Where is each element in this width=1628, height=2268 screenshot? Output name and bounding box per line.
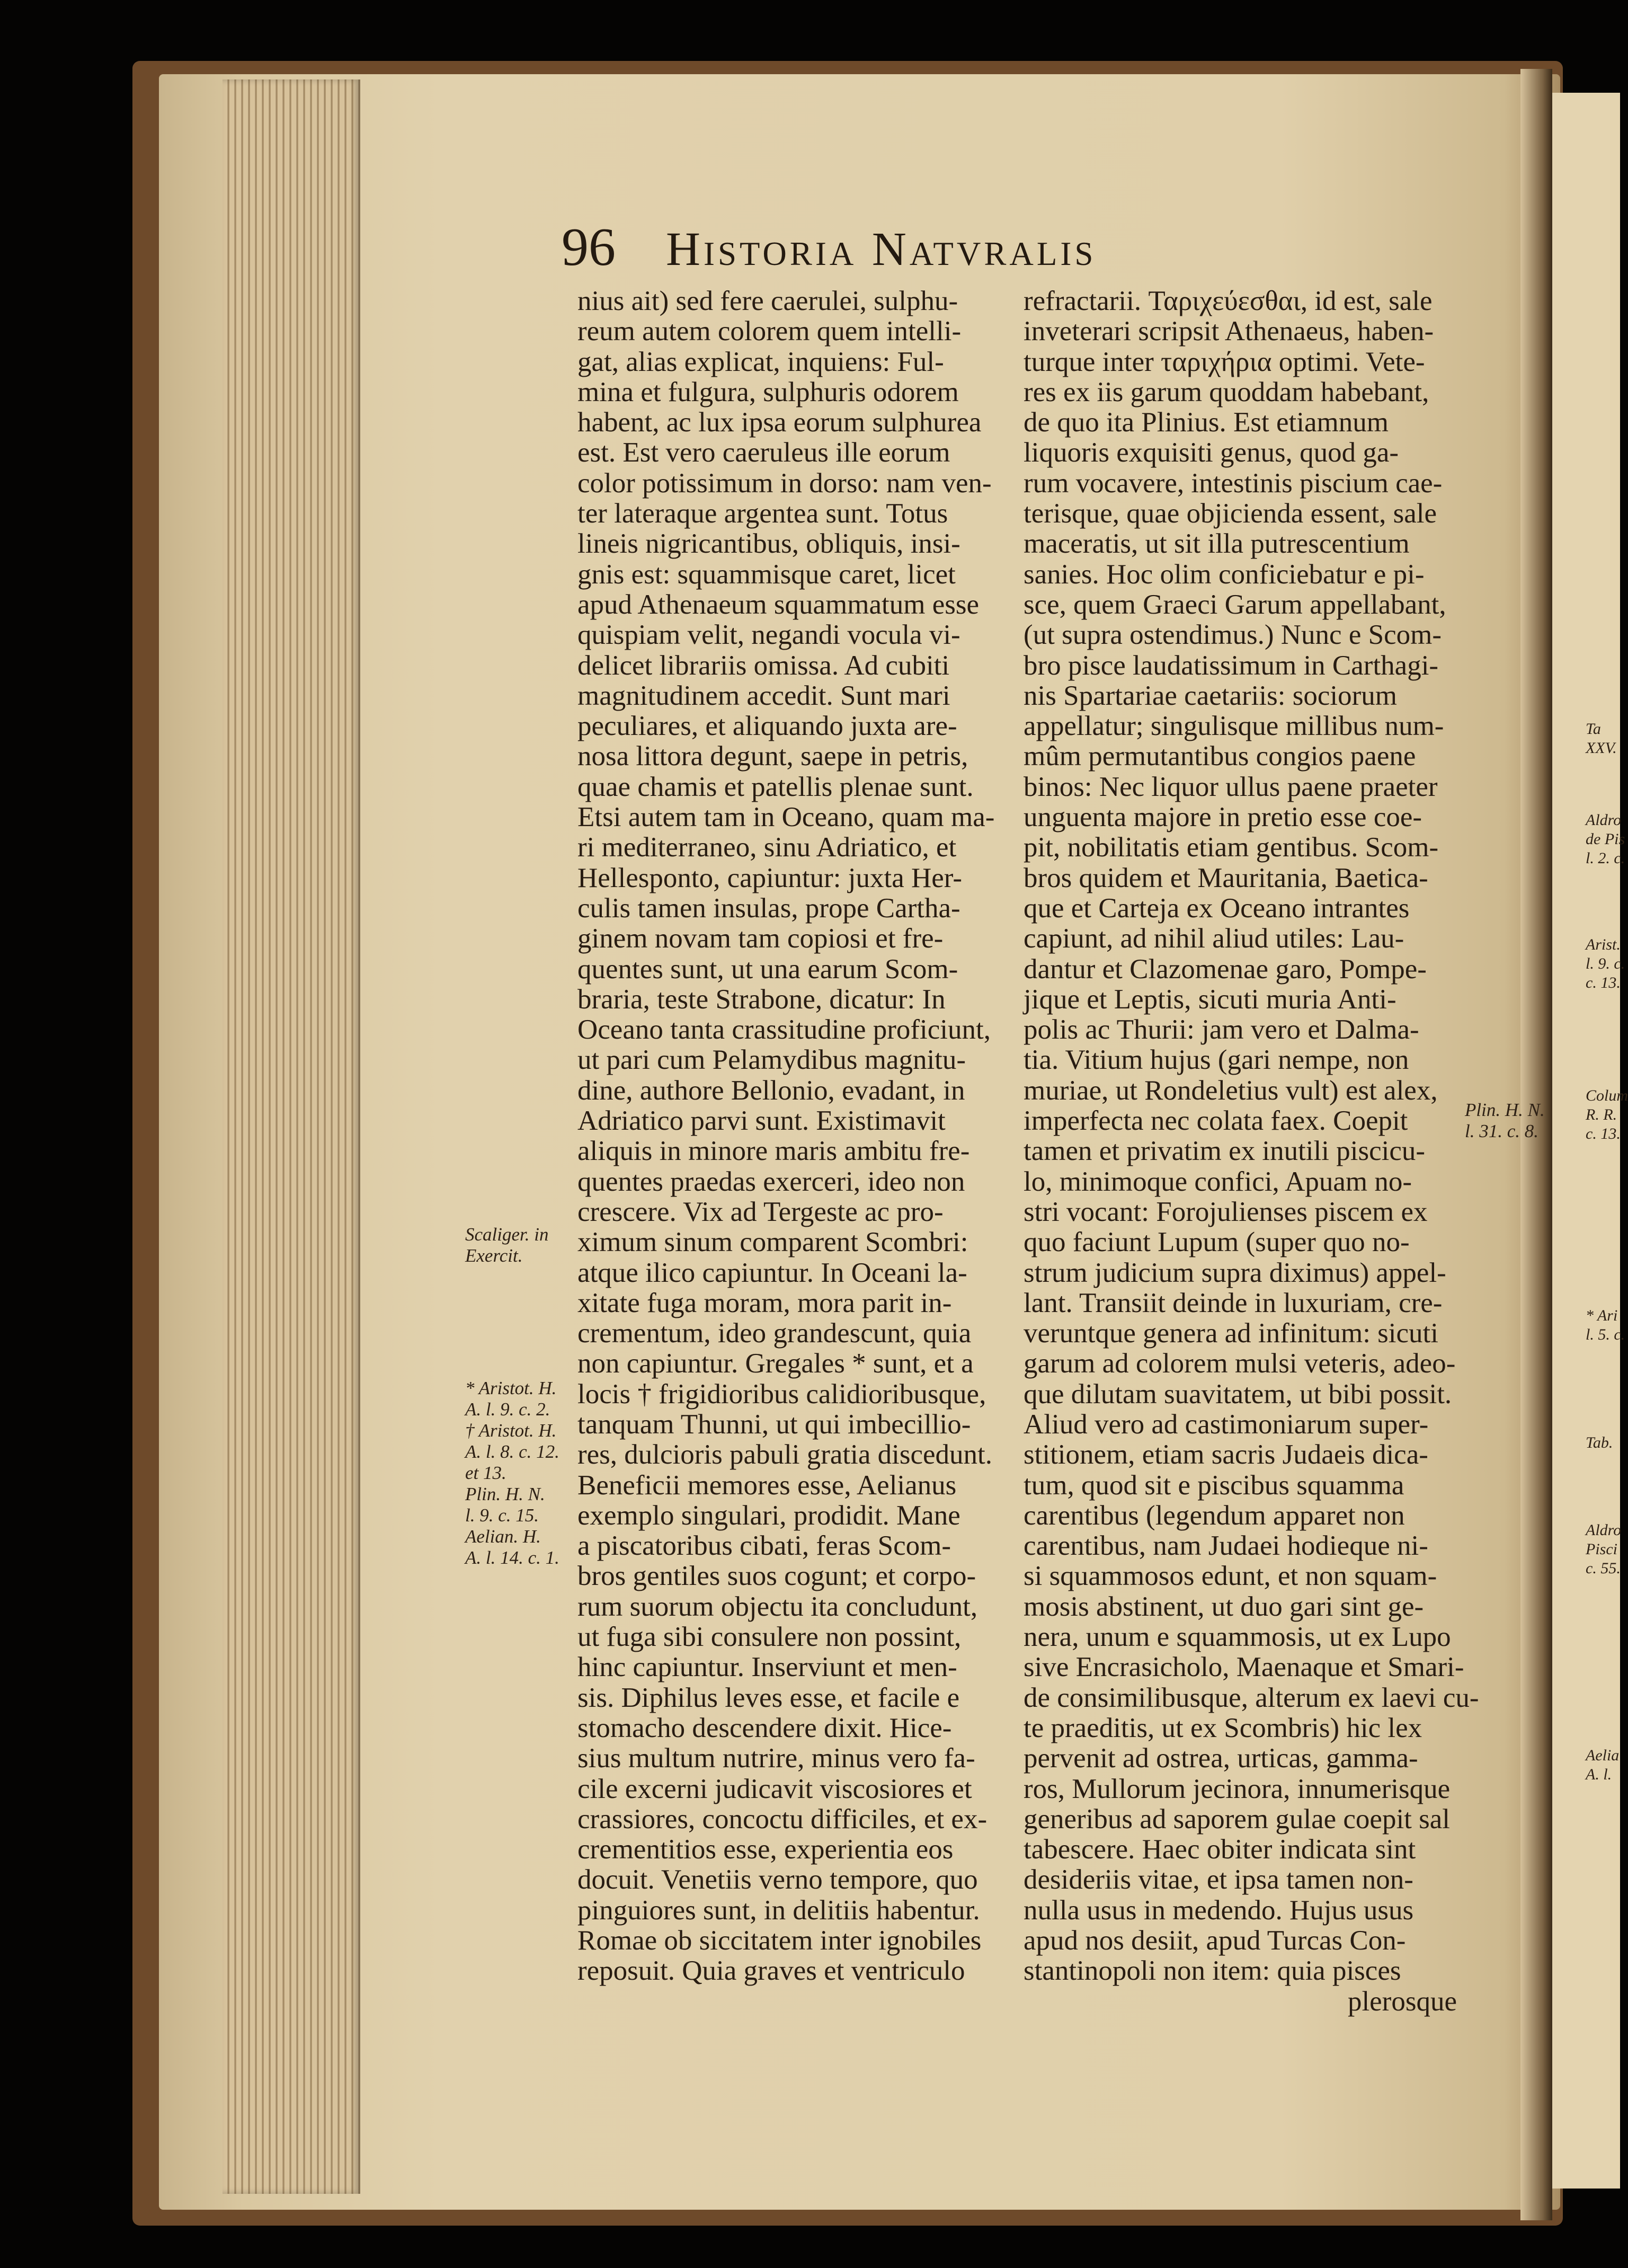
text-line: rum vocavere, intestinis piscium cae- — [1024, 467, 1443, 499]
text-line: dantur et Clazomenae garo, Pompe- — [1024, 953, 1427, 985]
text-line: generibus ad saporem gulae coepit sal — [1024, 1803, 1451, 1835]
text-line: nulla usus in medendo. Hujus usus — [1024, 1894, 1414, 1926]
text-line: que et Carteja ex Oceano intrantes — [1024, 892, 1410, 924]
page-header — [562, 216, 1096, 280]
facing-page-note — [1586, 935, 1625, 993]
text-line: Aliud vero ad castimoniarum super- — [1024, 1408, 1429, 1440]
text-line: ter lateraque argentea sunt. Totus — [577, 498, 948, 529]
text-line: quentes sunt, ut una earum Scom- — [577, 953, 958, 985]
text-line: reum autem colorem quem intelli- — [577, 316, 962, 347]
text-line: nera, unum e squammosis, ut ex Lupo — [1024, 1622, 1451, 1653]
text-line: crescere. Vix ad Tergeste ac pro- — [577, 1196, 944, 1227]
text-line: bros quidem et Mauritania, Baetica- — [1024, 862, 1428, 893]
margin-note-line: A. l. 8. c. 12. — [465, 1441, 559, 1462]
text-line: ginem novam tam copiosi et fre- — [577, 923, 944, 954]
text-line: turque inter ταριχήρια optimi. Vete- — [1024, 346, 1425, 377]
text-line: si squammosos edunt, et non squam- — [1024, 1561, 1437, 1592]
margin-note-line: Plin. H. N. — [1465, 1100, 1545, 1120]
text-line: Adriatico parvi sunt. Existimavit — [577, 1105, 946, 1137]
text-line: veruntque genera ad infinitum: sicuti — [1024, 1318, 1438, 1349]
text-line: sis. Diphilus leves esse, et facile e — [577, 1682, 960, 1713]
text-line: refractarii. Ταριχεύεσθαι, id est, sale — [1024, 286, 1433, 316]
text-line: sius multum nutrire, minus vero fa- — [577, 1743, 975, 1774]
page-edges — [223, 79, 360, 2194]
text-line: plerosque — [1347, 1986, 1457, 2017]
facing-page-note-line: Colum — [1586, 1087, 1628, 1104]
text-line: gat, alias explicat, inquiens: Ful- — [577, 346, 944, 377]
text-line: tanquam Thunni, ut qui imbecillio- — [577, 1408, 971, 1440]
right-text-column — [1024, 286, 1479, 2017]
text-line: inveterari scripsit Athenaeus, haben- — [1024, 316, 1434, 347]
text-line: capiunt, ad nihil aliud utiles: Lau- — [1024, 923, 1404, 954]
margin-note-line: † Aristot. H. — [465, 1420, 557, 1441]
text-line: lant. Transiit deinde in luxuriam, cre- — [1024, 1287, 1443, 1318]
text-line: que dilutam suavitatem, ut bibi possit. — [1024, 1378, 1452, 1410]
text-line: magnitudinem accedit. Sunt mari — [577, 680, 950, 711]
facing-page-note-line: Arist. — [1586, 936, 1621, 953]
text-line: quentes praedas exerceri, ideo non — [577, 1166, 965, 1197]
text-line: bro pisce laudatissimum in Carthagi- — [1024, 650, 1439, 681]
margin-note-line: A. l. 9. c. 2. — [465, 1399, 550, 1420]
text-line: cile excerni judicavit viscosiores et — [577, 1773, 972, 1804]
text-line: sive Encrasicholo, Maenaque et Smari- — [1024, 1652, 1464, 1683]
facing-page-note — [1586, 1746, 1619, 1784]
margin-note-line: A. l. 14. c. 1. — [465, 1547, 559, 1568]
text-line: ximum sinum comparent Scombri: — [577, 1227, 968, 1258]
text-line: crementitios esse, experientia eos — [577, 1834, 954, 1865]
text-line: lineis nigricantibus, obliquis, insi- — [577, 528, 960, 560]
text-line: pinguiores sunt, in delitiis habentur. — [577, 1894, 980, 1926]
text-line: habent, ac lux ipsa eorum sulphurea — [577, 407, 982, 438]
margin-note-line: Plin. H. N. — [465, 1484, 545, 1504]
facing-page-note-line: A. l. — [1586, 1766, 1612, 1783]
text-line: ros, Mullorum jecinora, innumerisque — [1024, 1773, 1451, 1804]
margin-note-plinius — [1465, 1100, 1545, 1142]
text-line: apud nos desiit, apud Turcas Con- — [1024, 1925, 1406, 1956]
text-line: binos: Nec liquor ullus paene praeter — [1024, 771, 1438, 802]
book-gutter — [1520, 69, 1552, 2220]
facing-page-note — [1586, 1306, 1625, 1344]
facing-page-note-line: Aldro — [1586, 811, 1622, 829]
margin-note-line: Aelian. H. — [465, 1526, 541, 1547]
facing-page-note-line: Aldro — [1586, 1521, 1622, 1539]
margin-note-citations — [465, 1378, 559, 1569]
facing-page-note — [1586, 811, 1625, 868]
text-line: delicet librariis omissa. Ad cubiti — [577, 650, 950, 681]
text-line: polis ac Thurii: jam vero et Dalma- — [1024, 1014, 1419, 1046]
text-line: mûm permutantibus congios paene — [1024, 741, 1416, 772]
text-line: lo, minimoque confici, Apuam no- — [1024, 1166, 1412, 1197]
text-line: aliquis in minore maris ambitu fre- — [577, 1136, 970, 1167]
text-line: quae chamis et patellis plenae sunt. — [577, 771, 974, 802]
facing-page-note-line: Ta — [1586, 720, 1601, 738]
text-line: sanies. Hoc olim conficiebatur e pi- — [1024, 559, 1425, 590]
running-title: Historia Natvralis — [666, 223, 1097, 276]
text-line: pit, nobilitatis etiam gentibus. Scom- — [1024, 832, 1439, 863]
margin-note-line: l. 31. c. 8. — [1465, 1121, 1539, 1141]
text-line: quo faciunt Lupum (super quo no- — [1024, 1227, 1410, 1258]
text-line: pervenit ad ostrea, urticas, gamma- — [1024, 1743, 1418, 1774]
margin-note-line: Scaliger. in — [465, 1224, 549, 1245]
text-line: ut fuga sibi consulere non possint, — [577, 1622, 962, 1653]
text-line: rum suorum objectu ita concludunt, — [577, 1591, 978, 1622]
facing-page-note-line: l. 5. c. — [1586, 1326, 1625, 1343]
text-line: braria, teste Strabone, dicatur: In — [577, 984, 946, 1015]
text-line: crementum, ideo grandescunt, quia — [577, 1318, 972, 1349]
facing-page-note-line: l. 9. c. — [1586, 955, 1625, 972]
facing-page-note-line: XXV. — [1586, 739, 1617, 757]
text-line: unguenta majore in pretio esse coe- — [1024, 802, 1422, 833]
text-line: de quo ita Plinius. Est etiamnum — [1024, 407, 1389, 438]
text-line: hinc capiuntur. Inserviunt et men- — [577, 1652, 957, 1683]
left-text-column — [577, 286, 1013, 1987]
text-line: mina et fulgura, sulphuris odorem — [577, 376, 959, 407]
text-line: ut pari cum Pelamydibus magnitu- — [577, 1044, 966, 1076]
facing-page-note-line: l. 2. c. — [1586, 849, 1625, 867]
margin-note-line: Exercit. — [465, 1245, 523, 1266]
text-line: reposuit. Quia graves et ventriculo — [577, 1955, 965, 1987]
text-line: tum, quod sit e piscibus squamma — [1024, 1469, 1404, 1501]
text-line: gnis est: squammisque caret, licet — [577, 559, 956, 590]
text-line: culis tamen insulas, prope Cartha- — [577, 892, 960, 924]
facing-page-note-line: de Pis — [1586, 830, 1625, 848]
text-line: maceratis, ut sit illa putrescentium — [1024, 528, 1410, 560]
text-line: imperfecta nec colata faex. Coepit — [1024, 1105, 1408, 1137]
text-line: (ut supra ostendimus.) Nunc e Scom- — [1024, 619, 1442, 651]
text-line: appellatur; singulisque millibus num- — [1024, 711, 1444, 742]
text-line: stitionem, etiam sacris Judaeis dica- — [1024, 1439, 1428, 1470]
text-line: bros gentiles suos cogunt; et corpo- — [577, 1561, 976, 1592]
margin-note-line: l. 9. c. 15. — [465, 1505, 539, 1526]
facing-page-note-line: Pisci — [1586, 1540, 1617, 1558]
text-line: res, dulcioris pabuli gratia discedunt. — [577, 1439, 993, 1470]
page-number: 96 — [562, 217, 616, 277]
text-line: crassiores, concoctu difficiles, et ex- — [577, 1803, 988, 1835]
text-line: stri vocant: Forojulienses piscem ex — [1024, 1196, 1428, 1227]
text-line: peculiares, et aliquando juxta are- — [577, 711, 957, 742]
text-line: atque ilico capiuntur. In Oceani la- — [577, 1257, 967, 1288]
text-line: liquoris exquisiti genus, quod ga- — [1024, 437, 1399, 468]
margin-note-scaliger — [465, 1224, 548, 1266]
text-line: Hellesponto, capiuntur: juxta Her- — [577, 862, 963, 893]
text-line: apud Athenaeum squammatum esse — [577, 589, 980, 620]
text-line: carentibus (legendum apparet non — [1024, 1500, 1405, 1531]
text-line: garum ad colorem mulsi veteris, adeo- — [1024, 1348, 1456, 1379]
facing-page-note-line: Aelia — [1586, 1747, 1620, 1764]
text-line: te praeditis, ut ex Scombris) hic lex — [1024, 1712, 1422, 1743]
text-line: xitate fuga moram, mora parit in- — [577, 1287, 952, 1318]
text-line: stantinopoli non item: quia pisces — [1024, 1955, 1401, 1987]
facing-page-note-line: c. 13. — [1586, 974, 1621, 991]
text-line: Oceano tanta crassitudine proficiunt, — [577, 1014, 991, 1046]
text-line: docuit. Venetiis verno tempore, quo — [577, 1864, 978, 1895]
text-line: non capiuntur. Gregales * sunt, et a — [577, 1348, 974, 1379]
text-line: Etsi autem tam in Oceano, quam ma- — [577, 802, 995, 833]
text-line: carentibus, nam Judaei hodieque ni- — [1024, 1530, 1428, 1562]
text-line: mosis abstinent, ut duo gari sint ge- — [1024, 1591, 1424, 1622]
text-line: stomacho descendere dixit. Hice- — [577, 1712, 952, 1743]
text-line: nis Spartariae caetariis: sociorum — [1024, 680, 1397, 711]
facing-page-note-line: Tab. — [1586, 1434, 1613, 1451]
facing-page-note — [1586, 1521, 1621, 1578]
facing-page-note — [1586, 1433, 1613, 1452]
text-line: sce, quem Graeci Garum appellabant, — [1024, 589, 1446, 620]
text-line: a piscatoribus cibati, feras Scom- — [577, 1530, 951, 1562]
text-line: locis † frigidioribus calidioribusque, — [577, 1378, 986, 1410]
text-line: tamen et privatim ex inutili piscicu- — [1024, 1136, 1425, 1167]
margin-note-line: et 13. — [465, 1463, 506, 1483]
text-line: dine, authore Bellonio, evadant, in — [577, 1075, 965, 1106]
text-line: res ex iis garum quoddam habebant, — [1024, 376, 1429, 407]
text-line: jique et Leptis, sicuti muria Anti- — [1024, 984, 1396, 1015]
facing-page-note — [1586, 720, 1617, 758]
text-line: de consimilibusque, alterum ex laevi cu- — [1024, 1682, 1479, 1713]
text-line: Beneficii memores esse, Aelianus — [577, 1469, 957, 1501]
facing-page-note-line: c. 55. — [1586, 1560, 1621, 1577]
text-line: color potissimum in dorso: nam ven- — [577, 467, 992, 499]
text-line: ri mediterraneo, sinu Adriatico, et — [577, 832, 957, 863]
facing-page-note — [1586, 1086, 1628, 1144]
text-line: est. Est vero caeruleus ille eorum — [577, 437, 950, 468]
facing-page-note-line: R. R. — [1586, 1106, 1617, 1123]
text-line: muriae, ut Rondeletius vult) est alex, — [1024, 1075, 1438, 1106]
text-line: tabescere. Haec obiter indicata sint — [1024, 1834, 1416, 1865]
margin-note-line: * Aristot. H. — [465, 1378, 557, 1398]
text-line: terisque, quae objicienda essent, sale — [1024, 498, 1437, 529]
text-line: nius ait) sed fere caerulei, sulphu- — [577, 286, 958, 316]
text-line: Romae ob siccitatem inter ignobiles — [577, 1925, 982, 1956]
facing-page-note-line: * Ari — [1586, 1307, 1618, 1324]
text-line: strum judicium supra diximus) appel- — [1024, 1257, 1446, 1288]
text-line: tia. Vitium hujus (gari nempe, non — [1024, 1044, 1409, 1076]
text-line: exemplo singulari, prodidit. Mane — [577, 1500, 960, 1531]
text-line: quispiam velit, negandi vocula vi- — [577, 619, 960, 651]
text-line: desideriis vitae, et ipsa tamen non- — [1024, 1864, 1413, 1895]
facing-page-note-line: c. 13. — [1586, 1125, 1621, 1142]
text-line: nosa littora degunt, saepe in petris, — [577, 741, 968, 772]
